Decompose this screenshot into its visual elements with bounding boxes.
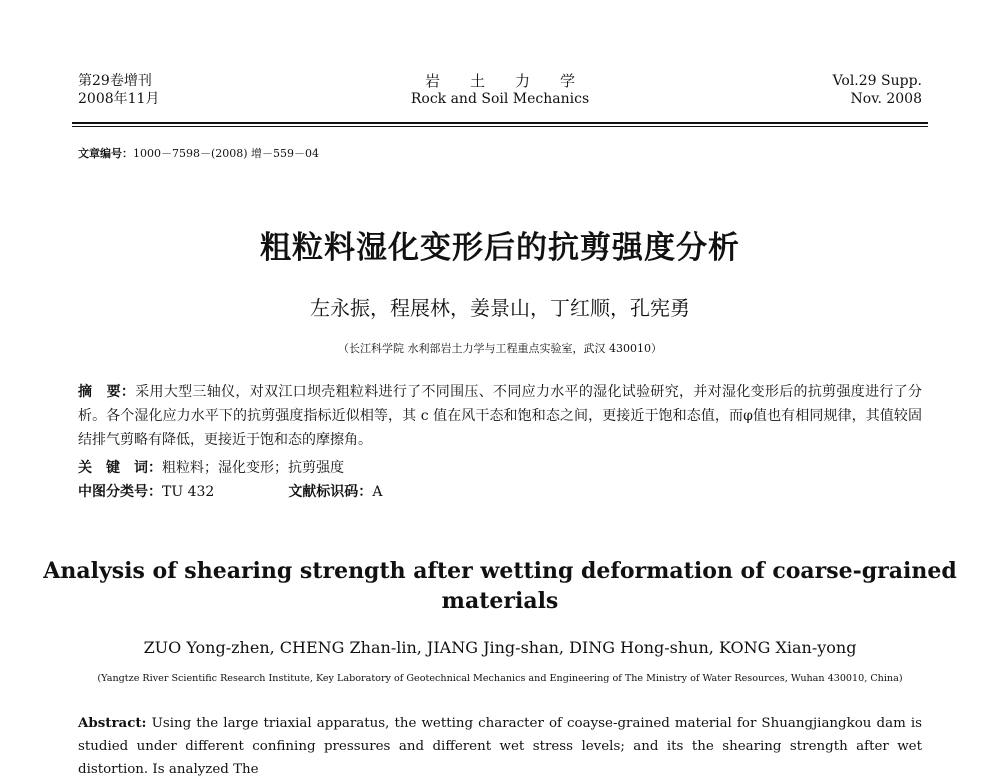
- title-cn: 粗粒料湿化变形后的抗剪强度分析: [260, 230, 740, 266]
- volume-en: Vol.29 Supp.: [832, 73, 922, 89]
- affiliation-en: (Yangtze River Scientific Research Institute, Key Laboratory of Geotechnical Mechanics and Engineering of The Ministry of Water Resources, Wuhan 430010, China): [97, 673, 903, 684]
- article-number-label: 文章编号：: [78, 147, 133, 160]
- article-number-value: 1000－7598－(2008) 增－559－04: [133, 147, 320, 160]
- abstract-en-text: Using the large triaxial apparatus, the wetting character of coayse-grained material for Shuangjiangkou dam is studied under different confining pressures and different wet stress levels; and its the shearing strength after wet distortion. Is analyzed The: [78, 716, 922, 777]
- classification-line: [78, 480, 922, 504]
- abstract-en-label: Abstract:: [78, 715, 147, 731]
- journal-name-cn: 岩土力学: [424, 72, 605, 90]
- abstract-cn-label: 摘 要：: [78, 384, 136, 400]
- date-cn: 2008年11月: [78, 91, 160, 107]
- header-right: [833, 72, 922, 108]
- affiliation-cn: （长江科学院 水利部岩土力学与工程重点实验室，武汉 430010）: [338, 342, 662, 355]
- document-code-label: 文献标识码：: [288, 484, 373, 500]
- document-code-value: A: [372, 484, 383, 500]
- header-rule-thick: [72, 122, 928, 124]
- volume-cn: 第29卷增刊: [78, 73, 152, 89]
- authors-en: ZUO Yong-zhen, CHENG Zhan-lin, JIANG Jing-shan, DING Hong-shun, KONG Xian-yong: [143, 638, 857, 657]
- keywords-cn: [78, 456, 922, 480]
- authors-cn: 左永振，程展林，姜景山，丁红顺，孔宪勇: [310, 296, 690, 320]
- title-en: Analysis of shearing strength after wetting deformation of coarse-grained materials: [43, 558, 957, 614]
- article-number: [78, 145, 319, 161]
- keywords-label: 关 键 词：: [78, 460, 162, 476]
- abstract-cn-text: 采用大型三轴仪，对双江口坝壳粗粒料进行了不同围压、不同应力水平的湿化试验研究，并对湿化变形后的抗剪强度进行了分析。各个湿化应力水平下的抗剪强度指标近似相等，其 c 值在风干态和饱和态之间，更接近于饱和态值，而φ值也有相同规律，其值较固结排气剪略有降低，更接近于饱和态的摩擦角。: [78, 384, 923, 448]
- journal-name-en: Rock and Soil Mechanics: [410, 91, 590, 107]
- abstract-en: [78, 712, 922, 781]
- classification-value: TU 432: [162, 484, 215, 500]
- header-rule-thin: [72, 126, 928, 127]
- keywords-text: 粗粒料；湿化变形；抗剪强度: [162, 460, 344, 476]
- classification-label: 中图分类号：: [78, 484, 162, 500]
- date-en: Nov. 2008: [850, 91, 922, 107]
- abstract-cn: [78, 380, 922, 452]
